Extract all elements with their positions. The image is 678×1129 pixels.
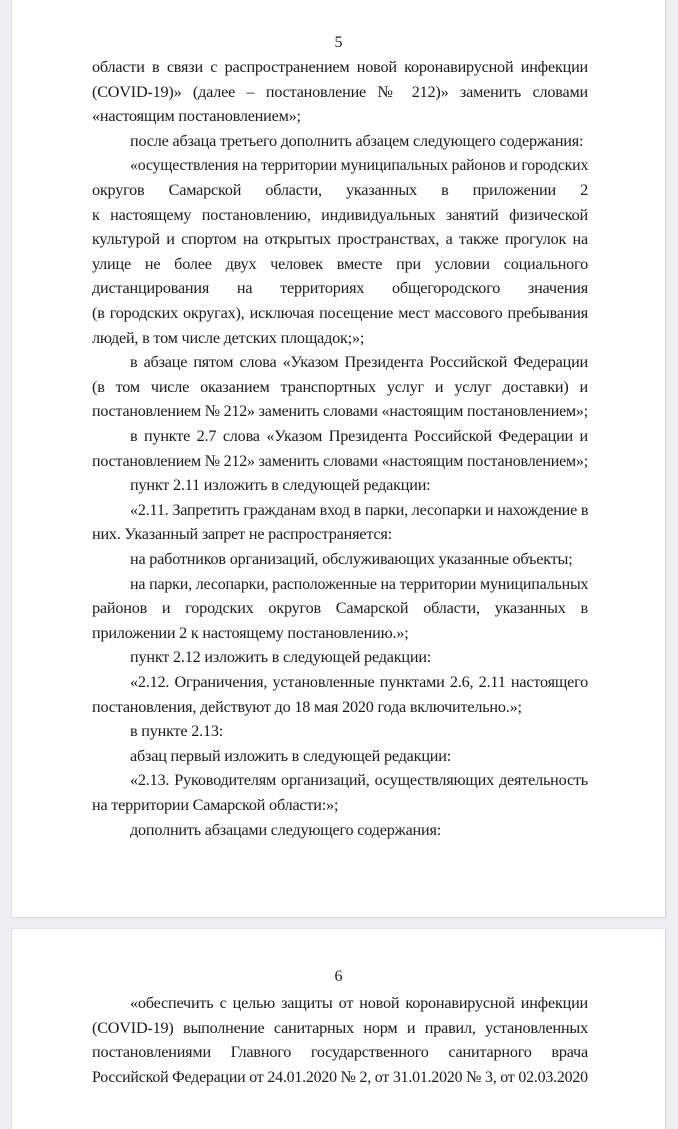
text-line: приложении 2 к настоящему постановлению.»;: [92, 623, 409, 642]
text-line: «2.11. Запретить гражданам вход в парки, лесопарки и нахождение в: [130, 500, 589, 519]
text-line: дополнить абзацами следующего содержания:: [130, 820, 442, 839]
text-line: постановлением № 212» заменить словами «настоящим постановлением»;: [92, 451, 588, 470]
text-line: дистанцирования на территориях общегородского значения: [92, 279, 588, 298]
text-line: пункт 2.11 изложить в следующей редакции:: [130, 476, 431, 495]
text-line: «настоящим постановлением»;: [92, 107, 301, 126]
text-line: абзац первый изложить в следующей редакции:: [130, 746, 451, 765]
text-line: районов и городских округов Самарской области, указанных в: [92, 599, 588, 618]
text-line: к настоящему постановлению, индивидуальных занятий физической: [92, 205, 588, 224]
text-line: на парки, лесопарки, расположенные на территории муниципальных: [130, 574, 589, 593]
document-page-5: [12, 0, 665, 917]
text-line: пункт 2.12 изложить в следующей редакции:: [130, 648, 432, 667]
text-line: людей, в том числе детских площадок;»;: [92, 328, 365, 347]
text-line: Российской Федерации от 24.01.2020 № 2, от 31.01.2020 № 3, от 02.03.2020: [92, 1067, 588, 1086]
text-line: на работников организаций, обслуживающих указанные объекты;: [130, 550, 573, 568]
text-line: «2.13. Руководителям организаций, осуществляющих деятельность: [130, 771, 588, 790]
text-line: округов Самарской области, указанных в приложении 2: [92, 181, 588, 199]
text-line: (в том числе оказанием транспортных услуг и услуг доставки) и: [92, 377, 588, 396]
text-line: «2.12. Ограничения, установленные пунктами 2.6, 2.11 настоящего: [130, 673, 588, 691]
text-line: (в городских округах), исключая посещение мест массового пребывания: [92, 304, 588, 322]
text-line: «осуществления на территории муниципальных районов и городских: [130, 156, 589, 175]
text-line: постановления, действуют до 18 мая 2020 года включительно.»;: [92, 697, 522, 716]
text-line: в пункте 2.13:: [130, 722, 224, 741]
text-line: постановлениями Главного государственного санитарного врача: [92, 1043, 588, 1062]
text-line: в абзаце пятом слова «Указом Президента Российской Федерации: [130, 353, 588, 372]
text-line: культурой и спортом на открытых пространствах, а также прогулок на: [92, 230, 588, 249]
page-number: 5: [334, 34, 343, 51]
text-line: после абзаца третьего дополнить абзацем следующего содержания:: [130, 131, 584, 150]
text-line: на территории Самарской области:»;: [92, 796, 339, 814]
text-line: улице не более двух человек вместе при условии социального: [92, 254, 588, 273]
text-line: (COVID-19)» (далее – постановление № 212)» заменить словами: [92, 82, 588, 101]
text-line: постановлением № 212» заменить словами «настоящим постановлением»;: [92, 402, 588, 421]
text-line: (COVID-19) выполнение санитарных норм и правил, установленных: [92, 1018, 588, 1037]
text-line: в пункте 2.7 слова «Указом Президента Российской Федерации и: [130, 427, 588, 445]
text-line: «обеспечить с целью защиты от новой коронавирусной инфекции: [130, 994, 588, 1012]
document-page-6: [12, 929, 665, 1129]
text-line: области в связи с распространением новой коронавирусной инфекции: [92, 58, 588, 76]
text-line: них. Указанный запрет не распространяется:: [92, 525, 392, 544]
page-number: 6: [334, 968, 343, 985]
